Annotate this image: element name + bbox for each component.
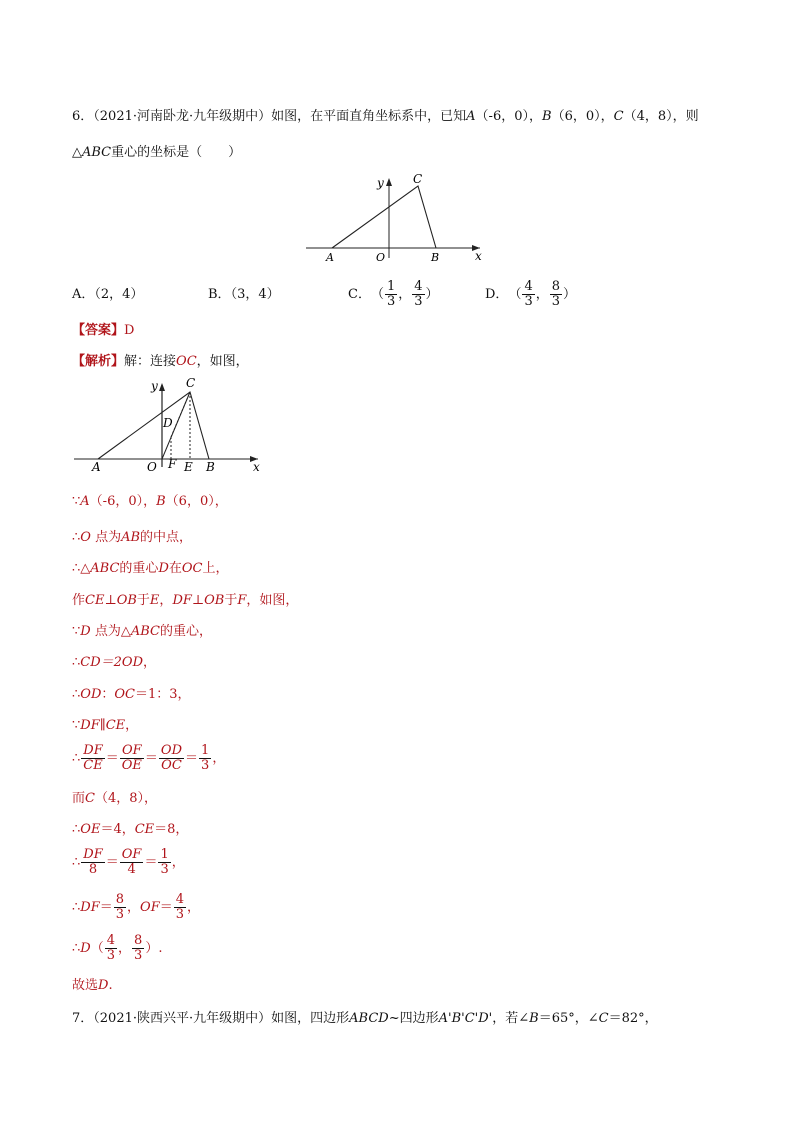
step-3: ∴△ABC的重心D在OC上，	[72, 561, 229, 576]
option-b: B．（3，4）	[208, 287, 280, 302]
q6-b-coord: （6，0）	[551, 109, 601, 124]
fig2-c: C	[186, 376, 196, 390]
answer-label: 【答案】	[72, 323, 125, 338]
fig2-b: B	[206, 460, 215, 474]
step-6: ∴CD＝2OD，	[72, 655, 157, 670]
q6-point-b: B	[542, 109, 552, 124]
analysis-as-fig: ，如图，	[196, 354, 249, 369]
analysis-figure	[70, 375, 270, 475]
fig2-y: y	[151, 379, 158, 393]
frac-1-3-s9: $\frac{1}{3}$	[201, 743, 210, 773]
q6-point-c: C	[613, 109, 624, 124]
q6-sep: ，	[528, 109, 542, 124]
q6-stem-line1	[72, 108, 699, 126]
step-11: ∴OE＝4，CE＝8，	[72, 822, 189, 837]
frac-of-oe: $\frac{OF}{OE}$	[121, 743, 142, 773]
analysis-line	[72, 353, 249, 371]
q6-fig-y: y	[377, 176, 384, 190]
frac-4-3-s14: $\frac{4}{3}$	[106, 933, 116, 963]
option-a: A．（2，4）	[72, 287, 144, 302]
q6-triangle	[332, 186, 436, 248]
answer-line	[72, 322, 134, 340]
frac-8-3-s13: $\frac{8}{3}$	[115, 892, 125, 922]
q6-fig-o: O	[376, 251, 386, 264]
step-14: ∴D（ $\frac{4}{3}$ ， $\frac{8}{3}$ ）.	[72, 933, 163, 963]
frac-df-ce: $\frac{DF}{CE}$	[83, 743, 103, 773]
step-8: ∵DF∥CE，	[72, 718, 139, 733]
analysis-oc: OC	[176, 354, 197, 369]
q6-c-coord: （4，8）	[623, 109, 673, 124]
q6-triangle-symbol: △	[72, 145, 82, 160]
frac-df-8: $\frac{DF}{8}$	[83, 847, 103, 877]
option-c: C．（ $\frac{1}{3}$ ， $\frac{4}{3}$ ）	[348, 279, 439, 309]
q6-abc: ABC	[82, 145, 112, 160]
analysis-intro: 解：连接	[124, 354, 177, 369]
step-15: 故选D.	[72, 978, 113, 993]
q6-fig-a: A	[326, 251, 334, 264]
fig2-o: O	[147, 460, 157, 474]
fig2-e: E	[184, 460, 193, 474]
step-7: ∴OD：OC＝1：3，	[72, 687, 191, 702]
step-2: ∴O 点为AB的中点，	[72, 530, 193, 545]
step-1: ∵A（-6，0），B（6，0），	[72, 494, 228, 509]
step-5: ∵D 点为△ABC的重心，	[72, 624, 213, 639]
frac-4-3-s13: $\frac{4}{3}$	[175, 892, 185, 922]
q6-stem-text: 如图，在平面直角坐标系中，已知	[271, 109, 467, 124]
frac-4-3b: $\frac{4}{3}$	[524, 279, 533, 309]
q6-then: ，则	[672, 109, 699, 124]
q7-stem: 7．（2021·陕西兴平·九年级期中）如图，四边形ABCD~四边形A'B'C'D'，若∠B＝65°，∠C＝82°，	[72, 1011, 658, 1026]
q6-source: （2021·河南卧龙·九年级期中）	[93, 109, 272, 124]
step-9: ∴ $\frac{DF}{CE}$ ＝ $\frac{OF}{OE}$ ＝ $\frac{OD}{OC}$ ＝ $\frac{1}{3}$ ，	[72, 743, 226, 773]
q6-options	[72, 279, 772, 314]
fig2-x: x	[253, 460, 260, 474]
q6-fig-b: B	[431, 251, 440, 264]
y-arrow-icon	[159, 383, 165, 391]
fig2-f: F	[168, 457, 177, 471]
q6-point-a: A	[466, 109, 476, 124]
q6-sep2: ，	[600, 109, 614, 124]
q7-source: （2021·陕西兴平·九年级期中）	[93, 1011, 272, 1026]
step-12: ∴ $\frac{DF}{8}$ ＝ $\frac{OF}{4}$ ＝ $\frac{1}{3}$ ，	[72, 847, 185, 877]
step-13: ∴DF＝ $\frac{8}{3}$ ，OF＝ $\frac{4}{3}$ ，	[72, 892, 201, 922]
frac-1-3-s12: $\frac{1}{3}$	[160, 847, 169, 877]
q7-number: 7．	[72, 1011, 94, 1026]
frac-od-oc: $\frac{OD}{OC}$	[160, 743, 183, 773]
analysis-label: 【解析】	[72, 354, 125, 369]
q6-number: 6．	[72, 109, 94, 124]
step-10: 而C（4，8），	[72, 791, 158, 806]
q6-a-coord: （-6，0）	[475, 109, 529, 124]
y-arrow-icon	[386, 178, 392, 186]
q6-figure	[300, 170, 500, 270]
q6-stem-line2	[72, 144, 241, 162]
frac-of-4: $\frac{OF}{4}$	[121, 847, 142, 877]
fig2-d: D	[163, 416, 173, 430]
q6-stem-end: 重心的坐标是（ ）	[111, 145, 242, 160]
fig2-a: A	[92, 460, 101, 474]
step-4: 作CE⊥OB于E，DF⊥OB于F，如图，	[72, 593, 299, 608]
option-d: D．（ $\frac{4}{3}$ ， $\frac{8}{3}$ ）	[485, 279, 577, 309]
q6-fig-c: C	[413, 172, 423, 186]
fig2-triangle	[98, 392, 209, 459]
frac-4-3: $\frac{4}{3}$	[414, 279, 423, 309]
frac-8-3: $\frac{8}{3}$	[551, 279, 561, 309]
q6-fig-x: x	[475, 249, 482, 263]
frac-8-3-s14: $\frac{8}{3}$	[134, 933, 143, 963]
frac-1-3: $\frac{1}{3}$	[386, 279, 396, 309]
answer-value: D	[124, 323, 135, 338]
